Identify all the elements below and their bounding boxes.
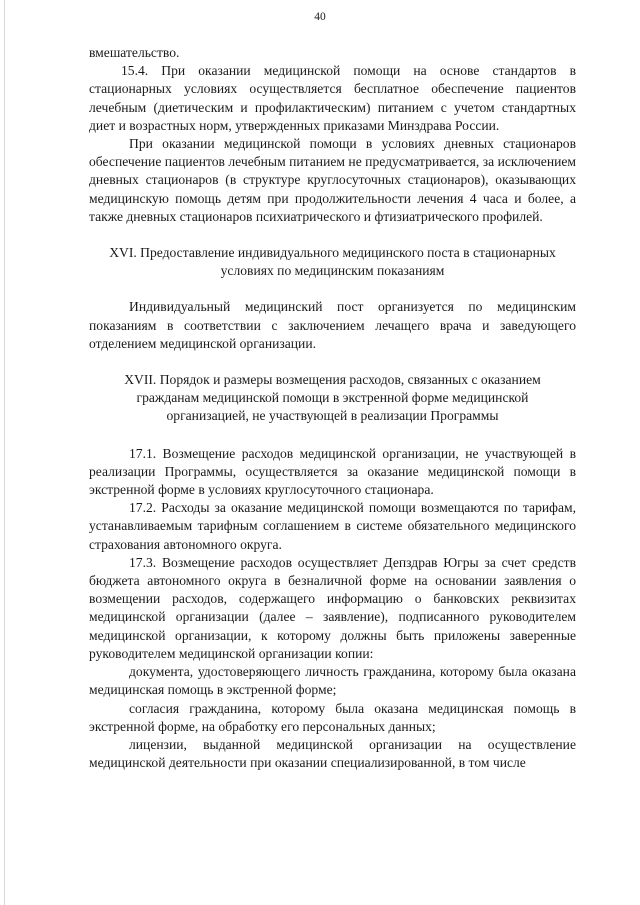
spacer	[89, 353, 576, 371]
section-heading-xvii: XVII. Порядок и размеры возмещения расходов, связанных с оказанием гражданам медицинской помощи в экстренной форме медицинской организацией, не участвующей в реализации Программы	[124, 372, 541, 424]
page-number: 40	[314, 11, 326, 23]
paragraph-15-4: 15.4. При оказании медицинской помощи на основе стандартов в стационарных условиях осуществляется бесплатное обеспечение пациентов лечебным (диетическим и профилактическим) питанием с учетом стандартных диет и возрастных норм, утвержденных приказами Минздрава России.	[89, 63, 576, 133]
list-item-identity-document: документа, удостоверяющего личность гражданина, которому была оказана медицинская помощь в экстренной форме;	[89, 664, 576, 698]
paragraph-17-3: 17.3. Возмещение расходов осуществляет Депздрав Югры за счет средств бюджета автономного округа в безналичной форме на основании заявления о возмещении расходов, содержащего информацию о банковских реквизитах медицинской организации (далее – заявление), подписанного руководителем медицинской организации, к которому должны быть приложены заверенные руководителем медицинской организации копии:	[89, 554, 576, 661]
paragraph-continuation: вмешательство.	[89, 45, 180, 60]
spacer	[89, 280, 576, 298]
section-heading-xvi: XVI. Предоставление индивидуального медицинского поста в стационарных условиях по медицинским показаниям	[109, 245, 556, 279]
paragraph-day-hospitals: При оказании медицинской помощи в условиях дневных стационаров обеспечение пациентов лечебным питанием не предусматривается, за исключением дневных стационаров (в структуре круглосуточных стационаров), оказывающих медицинскую помощь детям при продолжительности лечения 4 часа и более, а также дневных стационаров психиатрического и фтизиатрического профилей.	[89, 136, 576, 224]
list-item-consent: согласия гражданина, которому была оказана медицинская помощь в экстренной форме, на обработку его персональных данных;	[89, 700, 576, 734]
spacer	[89, 226, 576, 244]
paragraph-17-1: 17.1. Возмещение расходов медицинской организации, не участвующей в реализации Программы, осуществляется за оказание медицинской помощи в экстренной форме в условиях круглосуточного стационара.	[89, 445, 576, 498]
paragraph-individual-post: Индивидуальный медицинский пост организуется по медицинским показаниям в соответствии с заключением лечащего врача и заведующего отделением медицинской организации.	[89, 299, 576, 351]
list-item-license: лицензии, выданной медицинской организации на осуществление медицинской деятельности при оказании специализированной, в том числе	[89, 736, 576, 771]
paragraph-17-2: 17.2. Расходы за оказание медицинской помощи возмещаются по тарифам, устанавливаемым тарифным соглашением в системе обязательного медицинского страхования автономного округа.	[89, 500, 576, 552]
page-edge	[4, 0, 5, 905]
spacer	[89, 426, 576, 445]
document-body	[89, 44, 576, 772]
